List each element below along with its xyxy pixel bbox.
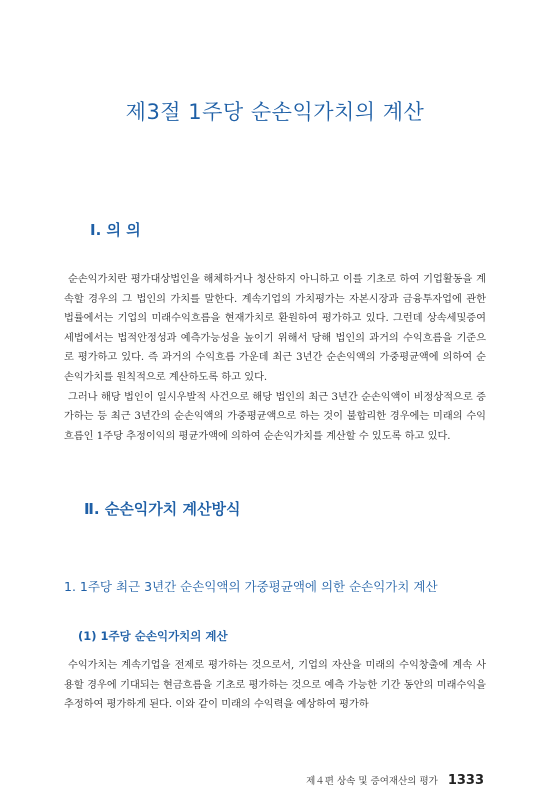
footer-text: 제４편 상속 및 증여재산의 평가 (306, 776, 438, 787)
section-heading-calculation-method: Ⅱ. 순손익가치 계산방식 (84, 500, 241, 518)
paragraph: 순손익가치란 평가대상법인을 해체하거나 청산하지 아니하고 이를 기초로 하여 기업활동을 계속할 경우의 그 법인의 가치를 말한다. 계속기업의 가치평가는 자본시장과 금융투자업에 관한 법률에서는 기업의 미래수익흐름을 현재가치로 환원하여 평가하고 있다. 그런데 상속세및증여세법에서는 법적안정성과 예측가능성을 높이기 위해서 당해 법인의 과거의 수익흐름을 기준으로 평가하고 있다. 즉 과거의 수익흐름 가운데 최근 3년간 순손익액의 가중평균액에 의하여 순손익가치를 원칙적으로 계산하도록 하고 있다. (64, 274, 486, 383)
subsection-heading: 1. 1주당 최근 3년간 순손익액의 가중평균액에 의한 순손익가치 계산 (64, 579, 438, 594)
section-heading-meaning: Ⅰ. 의 의 (90, 221, 141, 239)
page-number: 1333 (447, 773, 484, 788)
paragraph: 수익가치는 계속기업을 전제로 평가하는 것으로서, 기업의 자산을 미래의 수익창출에 계속 사용할 경우에 기대되는 현금흐름을 기초로 평가하는 것으로 예측 가능한 기간 동안의 미래수익을 추정하여 평가하게 된다. 이와 같이 미래의 수익력을 예상하여 평가하 (64, 660, 486, 711)
section2-body (64, 656, 486, 715)
paragraph: 그러나 해당 법인이 일시우발적 사건으로 해당 법인의 최근 3년간 순손익액이 비정상적으로 증가하는 등 최근 3년간의 순손익액의 가중평균액으로 하는 것이 불합리한 경우에는 미래의 수익흐름인 1주당 추정이익의 평균가액에 의하여 순손익가치를 계산할 수 있도록 하고 있다. (64, 391, 486, 442)
section1-body (64, 270, 486, 446)
chapter-title: 제3절 1주당 순손익가치의 계산 (125, 100, 425, 124)
subsubsection-heading: (1) 1주당 순손익가치의 계산 (78, 629, 228, 643)
page-footer (306, 773, 484, 788)
